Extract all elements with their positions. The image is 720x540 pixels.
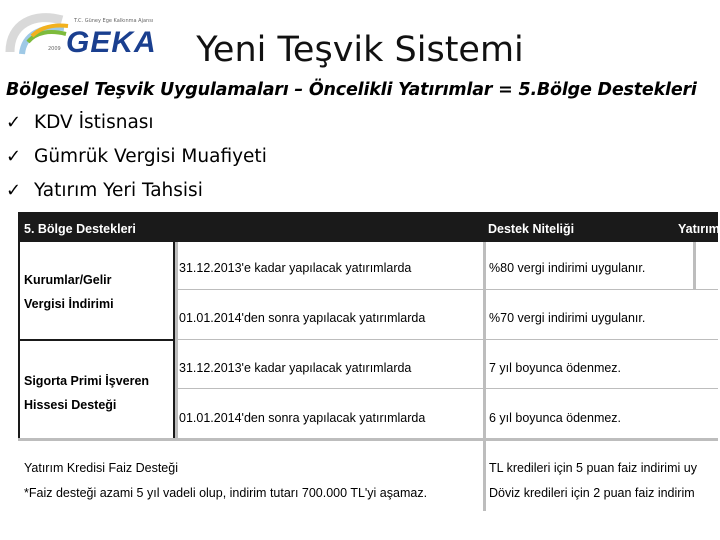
slide-subtitle: Bölgesel Teşvik Uygulamaları – Öncelikli Yatırımlar = 5.Bölge Destekleri	[6, 80, 697, 100]
footer-label: Yatırım Kredisi Faiz Desteği	[24, 461, 178, 475]
footer-fx-credit: Döviz kredileri için 2 puan faiz indirim	[489, 486, 695, 500]
group-separator	[18, 339, 175, 341]
bullet-text: KDV İstisnası	[34, 112, 154, 133]
column-shadow	[175, 242, 178, 438]
period-cell: 01.01.2014'den sonra yapılacak yatırımlarda	[179, 311, 426, 325]
nature-cell: %80 vergi indirimi uygulanır.	[489, 261, 646, 275]
group-label: Hissesi Desteği	[24, 398, 117, 412]
row-separator	[175, 339, 718, 340]
column-shadow	[693, 242, 696, 290]
bullet-item	[6, 180, 267, 214]
slide-title: Yeni Teşvik Sistemi	[196, 30, 524, 70]
row-separator	[175, 289, 718, 290]
column-shadow	[483, 441, 486, 511]
row-shadow	[18, 438, 718, 441]
bullet-text: Gümrük Vergisi Muafiyeti	[34, 146, 267, 167]
logo-tagline: T.C. Güney Ege Kalkınma Ajansı	[74, 18, 154, 24]
nature-cell: 6 yıl boyunca ödenmez.	[489, 411, 622, 425]
header-bar	[173, 212, 718, 242]
logo-brand: GEKA	[66, 26, 157, 59]
group-label: Kurumlar/Gelir	[24, 273, 112, 287]
period-cell: 31.12.2013'e kadar yapılacak yatırımlarda	[179, 261, 412, 275]
header-col4: Yatırım	[678, 222, 720, 236]
checkmark-icon: ✓	[6, 180, 22, 201]
group-label: Vergisi İndirimi	[24, 297, 114, 311]
nature-cell: 7 yıl boyunca ödenmez.	[489, 361, 622, 375]
bullet-item	[6, 146, 267, 180]
support-table	[18, 212, 720, 510]
group-label: Sigorta Primi İşveren	[24, 374, 150, 388]
checkmark-icon: ✓	[6, 146, 22, 167]
row-separator	[175, 388, 718, 389]
nature-cell: %70 vergi indirimi uygulanır.	[489, 311, 646, 325]
period-cell: 01.01.2014'den sonra yapılacak yatırımlarda	[179, 411, 426, 425]
footer-note: *Faiz desteği azami 5 yıl vadeli olup, indirim tutarı 700.000 TL'yi aşamaz.	[24, 486, 428, 500]
checkmark-icon: ✓	[6, 112, 22, 133]
bullet-list	[6, 112, 267, 214]
header-col1: 5. Bölge Destekleri	[18, 212, 173, 242]
logo-year: 2009	[48, 46, 61, 52]
period-cell: 31.12.2013'e kadar yapılacak yatırımlarda	[179, 361, 412, 375]
header-col3: Destek Niteliği	[488, 222, 575, 236]
bullet-text: Yatırım Yeri Tahsisi	[34, 180, 203, 201]
bullet-item	[6, 112, 267, 146]
column-shadow	[483, 242, 486, 438]
footer-tl-credit: TL kredileri için 5 puan faiz indirimi uy	[489, 461, 697, 475]
